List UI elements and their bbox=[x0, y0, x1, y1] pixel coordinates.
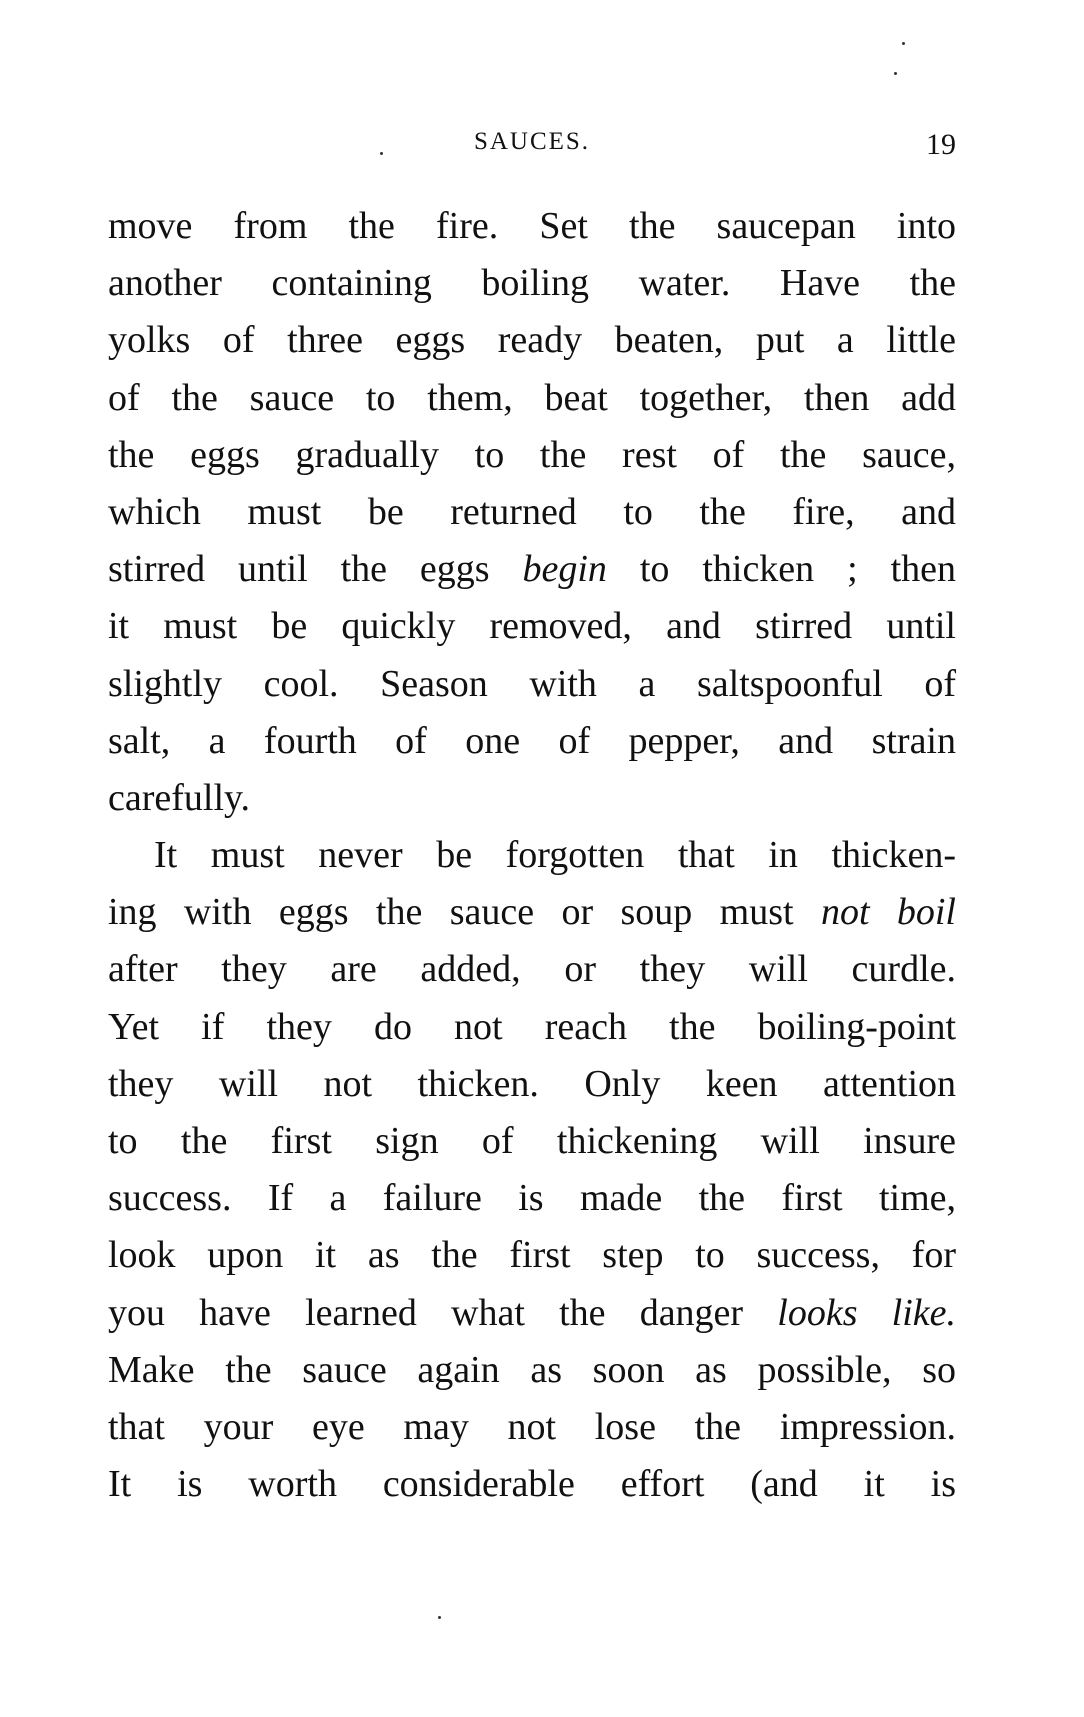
text-segment: after they are added, or they will curdle. bbox=[108, 948, 956, 991]
text-segment: you have learned what the danger bbox=[108, 1291, 778, 1334]
text-line bbox=[108, 1342, 956, 1399]
text-segment: the eggs gradually to the rest of the sauce, bbox=[108, 433, 956, 476]
text-line bbox=[108, 713, 956, 770]
text-line bbox=[108, 770, 956, 827]
text-segment: Make the sauce again as soon as possible, so bbox=[108, 1348, 956, 1391]
text-line bbox=[108, 484, 956, 541]
text-segment: they will not thicken. Only keen attention bbox=[108, 1062, 956, 1105]
text-line bbox=[108, 941, 956, 998]
text-line bbox=[108, 827, 956, 884]
text-segment: of the sauce to them, beat together, then add bbox=[108, 376, 956, 419]
text-segment: ing with eggs the sauce or soup must bbox=[108, 891, 821, 934]
text-line bbox=[108, 999, 956, 1056]
running-title: SAUCES. bbox=[473, 128, 591, 155]
text-line bbox=[108, 1056, 956, 1113]
text-line bbox=[108, 1285, 956, 1342]
text-segment: Yet if they do not reach the boiling-point bbox=[108, 1005, 956, 1048]
text-segment: look upon it as the first step to success, for bbox=[108, 1234, 956, 1277]
text-segment: that your eye may not lose the impression. bbox=[108, 1405, 956, 1448]
text-segment: success. If a failure is made the first time, bbox=[108, 1177, 956, 1220]
text-line bbox=[108, 1113, 956, 1170]
text-line bbox=[108, 312, 956, 369]
text-line bbox=[108, 656, 956, 713]
text-line bbox=[108, 370, 956, 427]
text-line bbox=[108, 255, 956, 312]
paragraph bbox=[108, 827, 956, 1513]
running-head bbox=[108, 128, 956, 168]
scan-speck bbox=[380, 152, 383, 155]
text-segment: carefully. bbox=[108, 776, 251, 819]
text-segment: to thicken ; then bbox=[606, 548, 956, 591]
scan-speck bbox=[438, 1616, 441, 1619]
text-line bbox=[108, 884, 956, 941]
scan-speck bbox=[894, 72, 897, 75]
text-line bbox=[108, 1227, 956, 1284]
text-line bbox=[108, 598, 956, 655]
text-segment: which must be returned to the fire, and bbox=[108, 490, 956, 533]
paragraph bbox=[108, 198, 956, 827]
text-segment: It must never be forgotten that in thicken- bbox=[154, 834, 956, 877]
text-segment: slightly cool. Season with a saltspoonful of bbox=[108, 662, 956, 705]
text-segment: It is worth considerable effort (and it is bbox=[108, 1463, 956, 1506]
text-segment: move from the fire. Set the saucepan into bbox=[108, 205, 956, 247]
text-segment: to the first sign of thickening will insure bbox=[108, 1120, 956, 1162]
text-line bbox=[108, 198, 956, 255]
text-segment: another containing boiling water. Have the bbox=[108, 262, 956, 305]
text-line bbox=[108, 1456, 956, 1513]
text-line bbox=[108, 427, 956, 484]
scan-speck bbox=[902, 42, 905, 45]
text-segment: it must be quickly removed, and stirred until bbox=[108, 605, 956, 648]
text-line bbox=[108, 1399, 956, 1456]
italic-phrase: looks like. bbox=[777, 1291, 956, 1334]
text-segment: stirred until the eggs bbox=[108, 548, 523, 591]
page-number: 19 bbox=[926, 128, 956, 161]
body-text bbox=[108, 198, 956, 1513]
italic-phrase: not boil bbox=[820, 891, 956, 934]
text-segment: salt, a fourth of one of pepper, and strain bbox=[108, 719, 956, 762]
text-segment: yolks of three eggs ready beaten, put a little bbox=[108, 319, 956, 362]
text-line bbox=[108, 1170, 956, 1227]
italic-phrase: begin bbox=[522, 548, 607, 591]
text-line bbox=[108, 541, 956, 598]
